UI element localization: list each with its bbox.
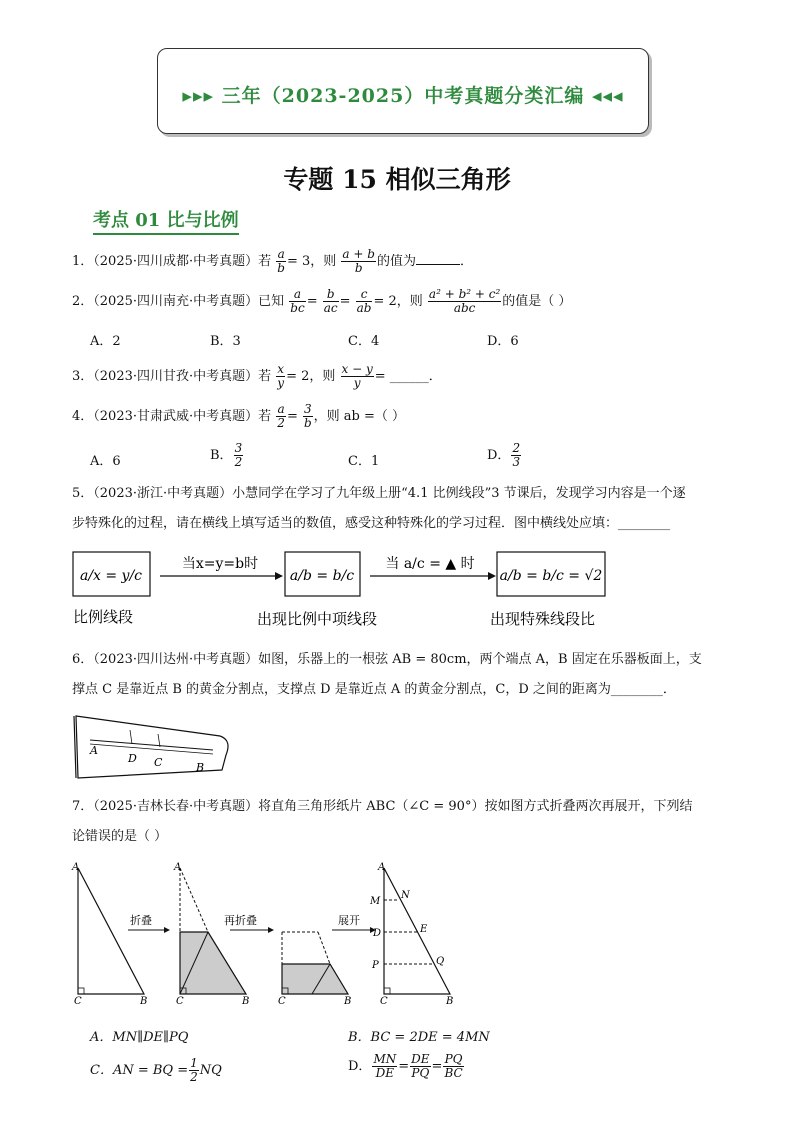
flow-label-3: 出现特殊线段比 bbox=[490, 610, 596, 628]
question-2: 2．（2025·四川南充·中考真题）已知 $\frac{a}{bc}$ = $\frac{b}{ac}$ = $\frac{c}{ab}$ = 2，则 $\frac{\text{a² + b² + c²}}{\text{abc}}$ 的值是（ ） bbox=[72, 287, 572, 315]
banner-title: ▸▸▸ 三年（2023-2025）中考真题分类汇编 ◂◂◂ bbox=[182, 85, 624, 107]
q5-flow-diagram bbox=[70, 548, 630, 634]
svg-text:D: D bbox=[373, 928, 382, 939]
question-4: 4．（2023·甘肃武威·中考真题）若 $\frac{a}{2}$ = $\frac{3}{b}$ ，则 ab =（ ） bbox=[72, 402, 406, 430]
q7-option-c[interactable]: C．AN = BQ = $\frac{1}{2}$ NQ bbox=[90, 1056, 222, 1084]
question-3: 3．（2023·四川甘孜·中考真题）若 $\frac{x}{y}$ = 2，则 $\frac{x - y}{y}$ = ______． bbox=[72, 362, 442, 390]
q4-option-d[interactable]: D． $\frac{2}{3}$ bbox=[487, 441, 521, 469]
answer-blank[interactable] bbox=[416, 252, 460, 265]
question-1: 1．（2025·四川成都·中考真题）若 $\frac{a}{b}$ = 3，则 $\frac{a + b}{b}$ 的值为 ． bbox=[72, 247, 473, 275]
svg-text:Q: Q bbox=[436, 956, 445, 967]
question-5: 5．（2023·浙江·中考真题）小慧同学在学习了九年级上册“4.1 比例线段”3 节课后，发现学习内容是一个逐 bbox=[72, 486, 686, 501]
q6-label-d: D bbox=[128, 752, 137, 765]
q7-step-refold: 再折叠 bbox=[224, 914, 257, 927]
svg-text:M: M bbox=[370, 896, 381, 907]
svg-text:B: B bbox=[242, 996, 250, 1006]
question-6: 6．（2023·四川达州·中考真题）如图，乐器上的一根弦 AB = 80cm，两个端点 A，B 固定在乐器板面上，支 bbox=[72, 652, 702, 667]
flow-label-2: 出现比例中项线段 bbox=[257, 610, 378, 628]
q6-label-c: C bbox=[154, 756, 163, 769]
question-5-line2: 步特殊化的过程，请在横线上填写适当的数值，感受这种特殊化的学习过程．图中横线处应填：________ bbox=[72, 516, 671, 531]
flow-label-1: 比例线段 bbox=[73, 608, 134, 626]
svg-text:C: C bbox=[176, 996, 184, 1006]
flow-arrow-2-label: 当 a/c = ▲ 时 bbox=[385, 556, 475, 572]
svg-text:P: P bbox=[372, 960, 379, 971]
svg-text:A: A bbox=[174, 862, 182, 873]
q7-step-fold: 折叠 bbox=[130, 914, 152, 927]
q2-option-a[interactable]: A．2 bbox=[90, 334, 121, 349]
svg-text:A: A bbox=[378, 862, 386, 873]
svg-text:B: B bbox=[344, 996, 352, 1006]
q6-label-a: A bbox=[90, 744, 98, 757]
q7-step-unfold: 展开 bbox=[338, 914, 360, 927]
title-banner bbox=[157, 48, 649, 134]
svg-text:B: B bbox=[140, 996, 148, 1006]
svg-text:C: C bbox=[380, 996, 388, 1006]
q4-option-c[interactable]: C．1 bbox=[348, 454, 380, 469]
svg-text:N: N bbox=[401, 890, 410, 901]
q7-option-b[interactable]: B．BC = 2DE = 4MN bbox=[348, 1030, 490, 1045]
q4-option-b[interactable]: B． $\frac{3}{2}$ bbox=[210, 441, 243, 469]
q6-instrument-figure bbox=[70, 710, 235, 785]
q2-option-d[interactable]: D．6 bbox=[487, 334, 519, 349]
q4-option-a[interactable]: A．6 bbox=[90, 454, 121, 469]
page-title: 专题 15 相似三角形 bbox=[283, 165, 511, 194]
svg-text:E: E bbox=[420, 924, 428, 935]
flow-box-3-text: a/b = b/c = √2 bbox=[499, 568, 603, 584]
q7-option-a[interactable]: A．MN∥DE∥PQ bbox=[90, 1030, 189, 1045]
arrows-right-icon: ◂◂◂ bbox=[591, 85, 624, 107]
q2-option-c[interactable]: C．4 bbox=[348, 334, 380, 349]
svg-text:C: C bbox=[278, 996, 286, 1006]
q6-label-b: B bbox=[196, 761, 205, 774]
question-7: 7．（2025·吉林长春·中考真题）将直角三角形纸片 ABC（∠C = 90°）按如图方式折叠两次再展开，下列结 bbox=[72, 799, 693, 814]
svg-text:B: B bbox=[446, 996, 454, 1006]
svg-text:C: C bbox=[74, 996, 82, 1006]
question-7-line2: 论错误的是（ ） bbox=[72, 829, 168, 844]
question-6-line2: 撑点 C 是靠近点 B 的黄金分割点，支撑点 D 是靠近点 A 的黄金分割点，C，D 之间的距离为________． bbox=[72, 682, 676, 697]
flow-box-1-text: a/x = y/c bbox=[79, 568, 143, 584]
flow-box-2-text: a/b = b/c bbox=[289, 568, 355, 584]
q7-folding-figure bbox=[68, 858, 468, 1006]
q2-option-b[interactable]: B．3 bbox=[210, 334, 241, 349]
svg-text:A: A bbox=[72, 862, 80, 873]
section-heading: 考点 01 比与比例 bbox=[93, 206, 239, 235]
arrows-left-icon: ▸▸▸ bbox=[182, 85, 215, 107]
q7-option-d[interactable]: D． $\frac{MN}{DE}$ = $\frac{DE}{PQ}$ = $\frac{PQ}{BC}$ bbox=[348, 1052, 463, 1080]
flow-arrow-1-label: 当x=y=b时 bbox=[181, 556, 259, 572]
